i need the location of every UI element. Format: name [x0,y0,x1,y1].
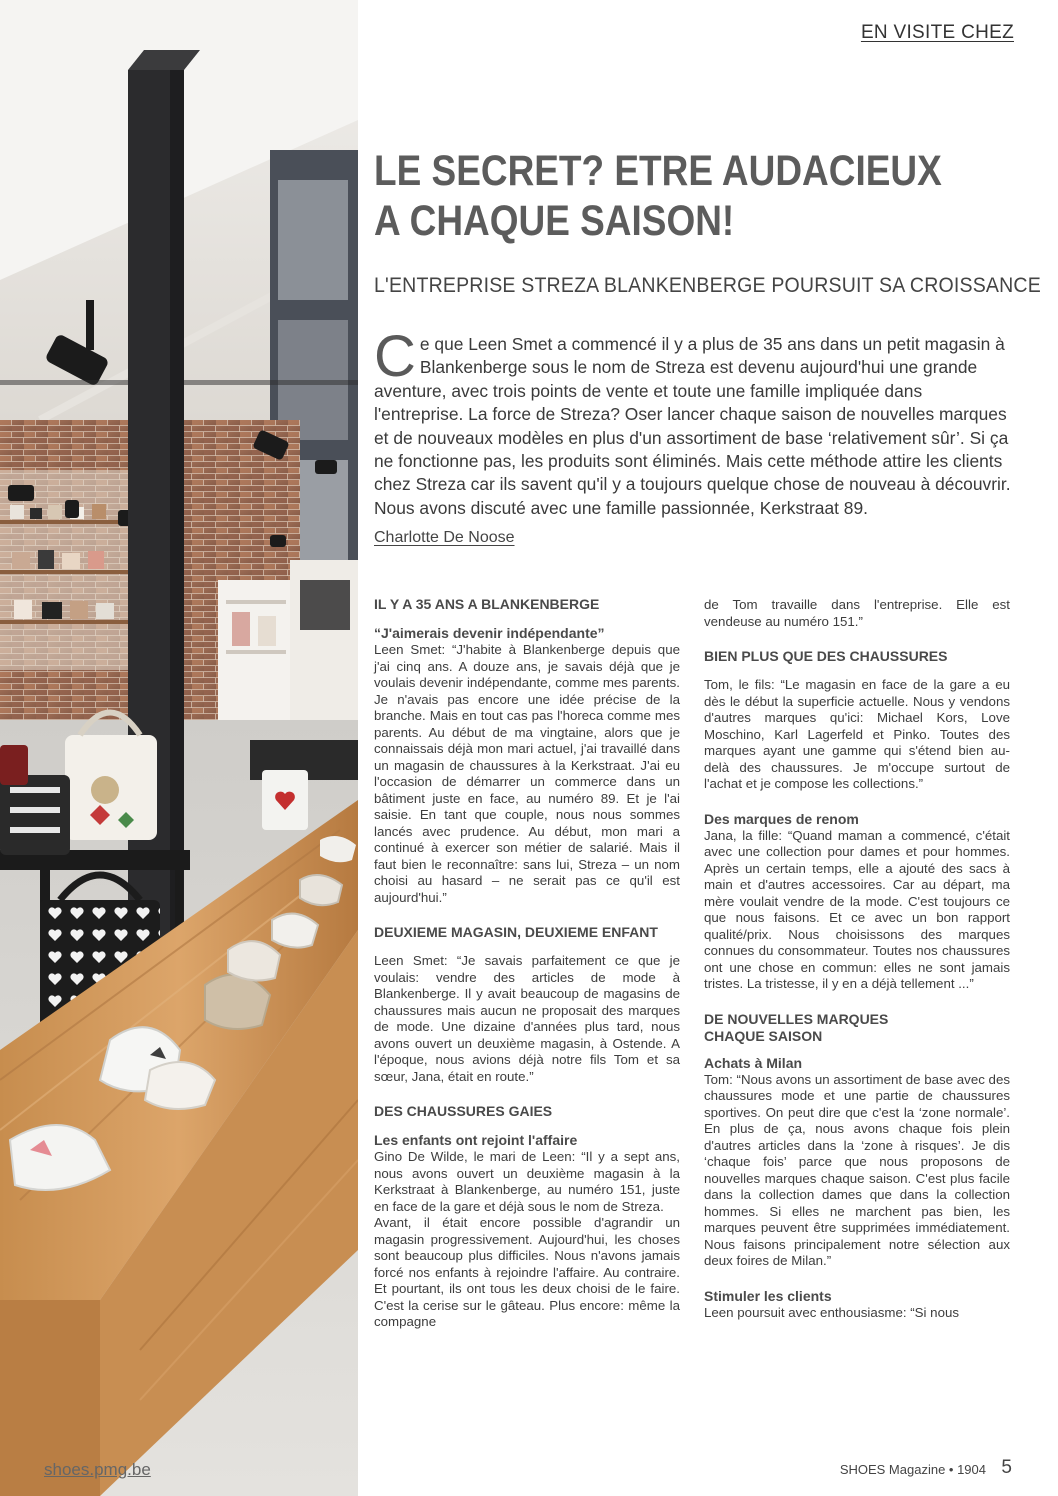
heading-il-y-a-35-ans: IL Y A 35 ANS A BLANKENBERGE [374,596,600,612]
heading-nouvelles-marques-line-1: DE NOUVELLES MARQUES [704,1010,889,1027]
article-lead [374,324,1014,520]
heading-chaussures-gaies: DES CHAUSSURES GAIES [374,1103,553,1119]
paragraph: de Tom travaille dans l'entreprise. Elle est vendeuse au numéro 151.” [704,597,1010,629]
paragraph: Jana, la fille: “Quand maman a commencé, c'était avec une collection pour dames et pour hommes. Après un certain temps, elle a ajouté des sacs à main et d'autres accessoires. Car au départ, ma mère voulait vendre de la mode. C'est toujours ce que nous faisons. Et ce avec un bon rapport qualité/prix. Nous choisissons des marques connues du consommateur. Toutes nos chaussures ont une chose en commun: elles ne sont jamais tristes. La tristesse, il y en a déjà tellement ...” [704,827,1010,991]
article-title [374,146,942,246]
body-column-left [374,596,680,1331]
section-tag: EN VISITE CHEZ [860,22,1014,43]
subheading-stimuler-clients: Stimuler les clients [704,1287,832,1304]
subheading-marques-renom: Des marques de renom [704,810,859,827]
paragraph: Tom, le fils: “Le magasin en face de la gare a eu dès le début la superficie actuelle. Nous y vendons d'autres marques qu'ici: Michael Kors, Love Moschino, Karl Lagerfeld et Pinko. Toutes des marques ayant une gamme qui s'étend bien au-delà des chaussures. Je m'occupe surtout de l'achat et je compose les collections.” [704,677,1010,791]
heading-bien-plus: BIEN PLUS QUE DES CHAUSSURES [704,648,948,664]
page-number: 5 [1001,1457,1012,1478]
store-interior-photo [0,0,358,1496]
lead-text: e que Leen Smet a commencé il y a plus de 35 ans dans un petit magasin à Blankenberge sous le nom de Streza est devenu aujourd'hui une grande aventure, avec trois points de vente et toute une famille impliquée dans l'entreprise. La force de Streza? Oser lancer chaque saison de nouvelles marques et de nouveaux modèles en plus d'un assortiment de base ‘relativement sûr’. Si ça ne fonctionne pas, les produits sont éliminés. Mais cette méthode attire les clients chez Streza car ils savent qu'il y a toujours quelque chose de nouveau à découvrir. Nous avons discuté avec une famille passionnée, Kerkstraat 89. [374,334,1011,518]
paragraph: Avant, il était encore possible d'agrandir un magasin progressivement. Aujourd'hui, les choses sont beaucoup plus difficiles. Nous n'avons jamais forcé nos enfants à rejoindre l'affaire. Au contraire. Et pourtant, ils ont tous les deux choisi de le faire. C'est la cerise sur le gâteau. Plus encore: même la compagne [374,1215,680,1329]
heading-nouvelles-marques-line-2: CHAQUE SAISON [704,1027,823,1044]
subheading-enfants-affaire: Les enfants ont rejoint l'affaire [374,1132,578,1148]
paragraph: Gino De Wilde, le mari de Leen: “Il y a sept ans, nous avons ouvert un deuxième magasin à la Kerkstraat à Blankenberge, au numéro 151, juste en face de la gare et déjà sous le nom de Streza. [374,1149,680,1214]
subheading-devenir-independante: “J'aimerais devenir indépendante” [374,625,605,641]
dropcap: C [374,324,416,389]
body-column-right [704,597,1010,1321]
paragraph: Leen Smet: “J'habite à Blankenberge depuis que j'ai cinq ans. A douze ans, je savais déjà que je voulais devenir indépendante, comme mes parents. Je n'avais pas encore une idée précise de la branche. Mais en tout cas pas l'horeca comme mes parents. Au début de ma vingtaine, alors que je connaissais déjà mon mari actuel, j'ai travaillé dans un magasin de chaussures à la Kerkstraat. J'ai eu l'occasion de démarrer un commerce dans un bâtiment juste en face, au numéro 89. Et je l'ai saisie. En tant que couple, nous nous sommes lancés avec prudence. Au début, mon mari a continué à exercer son métier de salarié. Mais il faut bien le reconnaître: sans lui, Streza – un nom choisi au hasard – ne serait pas ce qu'il est aujourd'hui.” [374,642,680,905]
paragraph: Leen Smet: “Je savais parfaitement ce que je voulais: vendre des articles de mode à Blankenberge. Il y avait beaucoup de magasins de chaussures mais aucun ne proposait des marques de mode. Une dizaine d'années plus tard, nous avons ouvert un deuxième magasin, à Ostende. A l'époque, nous avions déjà notre fils Tom et sa sœur, Jana, était en route.” [374,953,680,1084]
article-title-line-1: LE SECRET? ETRE AUDACIEUX [374,147,942,195]
heading-deuxieme-magasin: DEUXIEME MAGASIN, DEUXIEME ENFANT [374,924,658,940]
heading-nouvelles-marques [704,1011,1010,1045]
footer-website-link[interactable]: shoes.pmg.be [44,1460,151,1479]
paragraph: Leen poursuit avec enthousiasme: “Si nous [704,1304,960,1320]
footer-magazine-issue: SHOES Magazine • 1904 [839,1462,986,1477]
subheading-achats-milan: Achats à Milan [704,1054,803,1071]
article-title-line-2: A CHAQUE SAISON! [374,197,735,245]
article-subtitle: L'ENTREPRISE STREZA BLANKENBERGE POURSUIT SA CROISSANCE [374,274,1041,297]
author-byline[interactable]: Charlotte De Noose [374,529,515,546]
paragraph: Tom: “Nous avons un assortiment de base avec des chaussures mode et une partie de chaussures sportives. On peut dire que c'est la ‘zone normale’. En plus de ça, nous avons chaque fois plein d'autres articles dans la ‘zone à risques’. Je dis ‘chaque fois’ parce que nous proposons de nouvelles marques chaque saison. C'est plus facile dans la collection dames que dans la collection hommes. Si elles ne marchent pas bien, les marques peuvent être supprimées immédiatement. Nous faisons principalement notre sélection aux deux foires de Milan.” [704,1071,1010,1268]
